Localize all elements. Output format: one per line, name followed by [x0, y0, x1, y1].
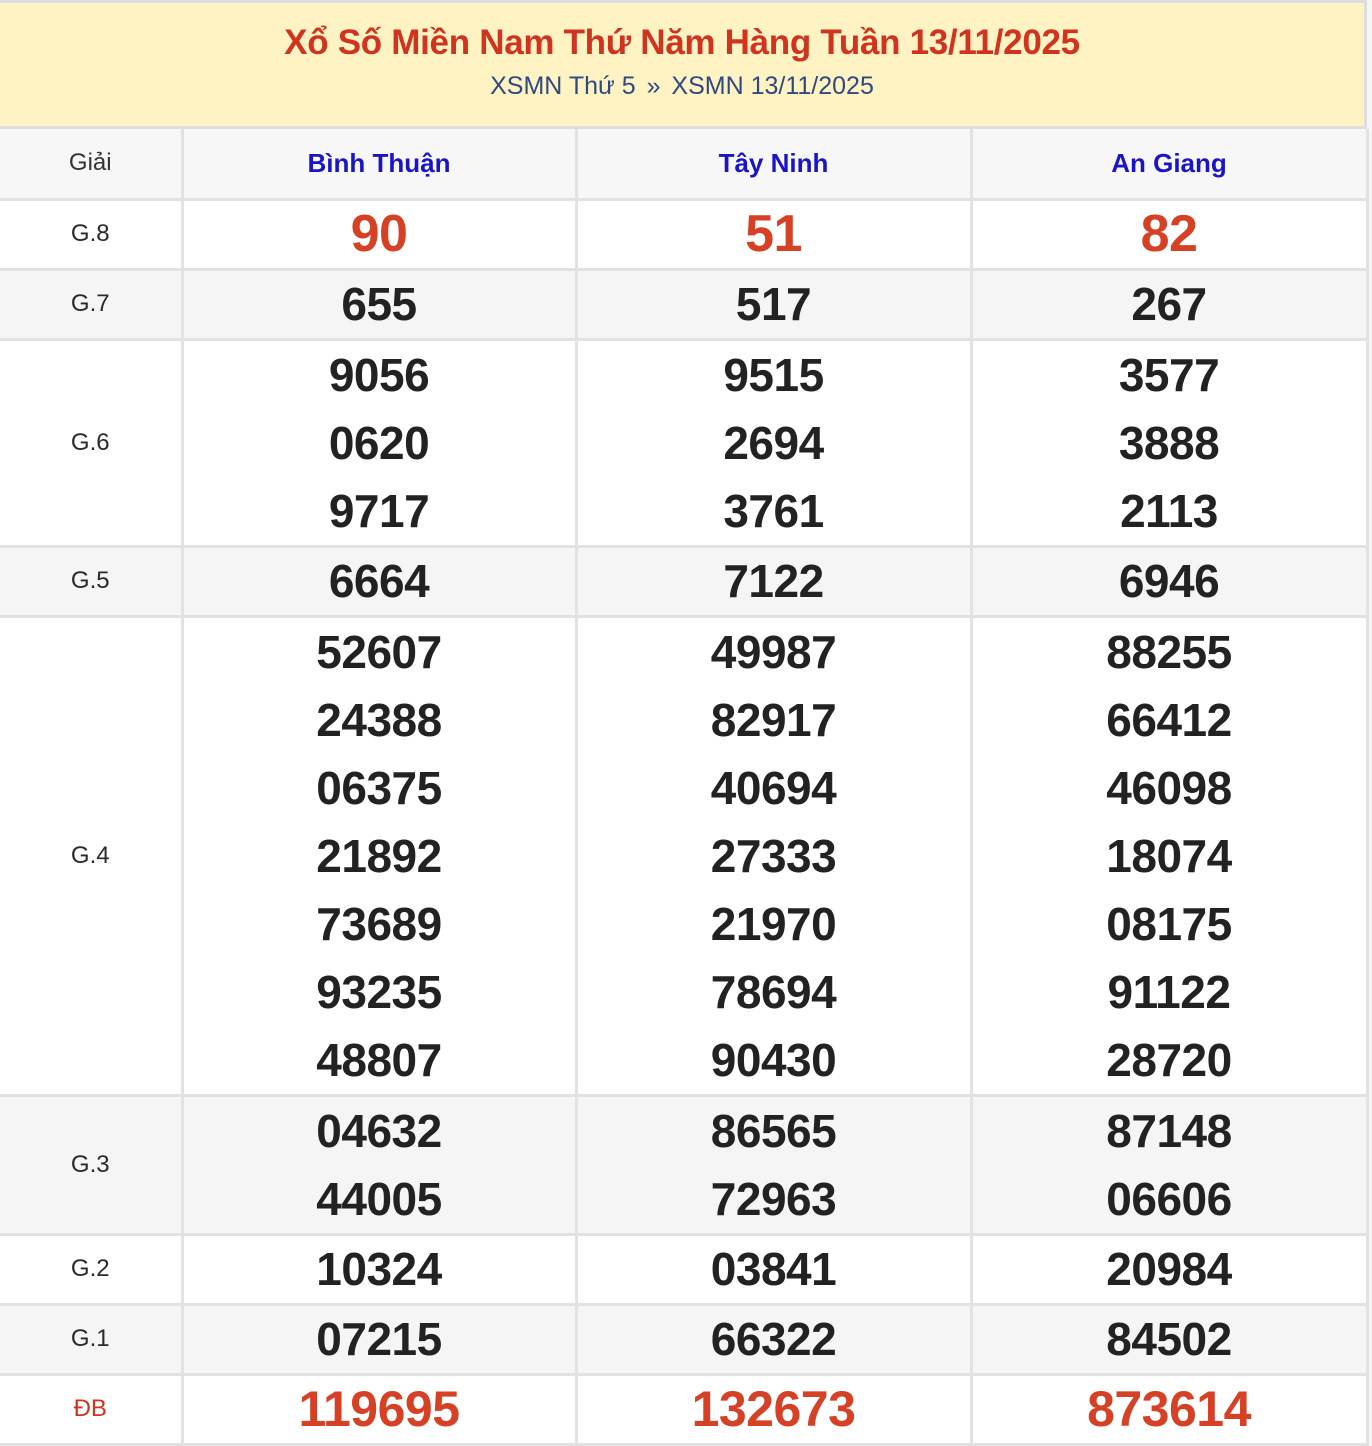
prize-number: 6664 [328, 555, 430, 607]
prize-number: 04632 [316, 1104, 442, 1157]
prize-number: 9056 [328, 348, 430, 401]
prize-label: G.1 [0, 1304, 182, 1374]
prize-label: G.8 [0, 199, 182, 269]
prize-column-header: Giải [0, 129, 182, 199]
prize-number: 27333 [710, 829, 837, 882]
prize-number: 49987 [710, 625, 837, 678]
prize-number: 2113 [1120, 484, 1218, 537]
table-row [0, 616, 1367, 1095]
prize-label: G.4 [0, 616, 182, 1095]
prize-number: 24388 [316, 693, 442, 746]
prize-number: 82 [1140, 205, 1198, 263]
prize-cell [182, 199, 576, 269]
prize-number: 7122 [723, 555, 824, 607]
prize-number: 91122 [1107, 965, 1231, 1018]
province-header-tay-ninh[interactable]: Tây Ninh [576, 129, 971, 199]
prize-label: G.7 [0, 269, 182, 339]
prize-label: G.3 [0, 1095, 182, 1234]
prize-cell [971, 339, 1367, 546]
prize-number: 51 [745, 205, 802, 263]
prize-cell [182, 1234, 576, 1304]
prize-number: 40694 [710, 761, 837, 814]
prize-number: 87148 [1106, 1104, 1232, 1157]
prize-number: 2694 [723, 416, 824, 469]
table-row [0, 199, 1367, 269]
prize-cell [576, 199, 971, 269]
prize-number: 655 [341, 278, 417, 330]
table-row [0, 269, 1367, 339]
prize-number: 78694 [710, 965, 837, 1018]
page-title: Xổ Số Miền Nam Thứ Năm Hàng Tuần 13/11/2025 [284, 23, 1080, 62]
prize-cell [971, 269, 1367, 339]
table-row [0, 339, 1367, 546]
prize-number: 21970 [710, 897, 837, 950]
prize-cell [971, 616, 1367, 1095]
table-row [0, 1095, 1367, 1234]
results-header [0, 0, 1367, 129]
province-header-an-giang[interactable]: An Giang [971, 129, 1367, 199]
prize-cell [971, 1234, 1367, 1304]
special-prize-number: 119695 [298, 1381, 460, 1437]
table-header-row [0, 129, 1367, 199]
prize-number: 90 [350, 205, 408, 263]
prize-number: 03841 [710, 1243, 837, 1295]
prize-cell [182, 339, 576, 546]
prize-cell [576, 616, 971, 1095]
prize-label: G.6 [0, 339, 182, 546]
table-row [0, 1234, 1367, 1304]
prize-cell [182, 269, 576, 339]
results-body [0, 199, 1367, 1444]
prize-number: 72963 [710, 1172, 837, 1225]
prize-number: 93235 [316, 965, 442, 1018]
province-header-binh-thuan[interactable]: Bình Thuận [182, 129, 576, 199]
prize-number: 3577 [1118, 348, 1220, 401]
prize-number: 73689 [316, 897, 442, 950]
prize-cell [971, 1095, 1367, 1234]
prize-number: 18074 [1106, 829, 1232, 882]
prize-number: 3761 [723, 484, 824, 537]
prize-cell [971, 1374, 1367, 1444]
prize-label: G.2 [0, 1234, 182, 1304]
prize-cell [182, 1095, 576, 1234]
prize-number: 07215 [316, 1313, 442, 1365]
breadcrumb-separator: » [646, 72, 661, 100]
prize-number: 66412 [1106, 693, 1232, 746]
prize-number: 48807 [316, 1033, 442, 1086]
prize-cell [576, 1304, 971, 1374]
prize-cell [576, 1095, 971, 1234]
prize-cell [576, 269, 971, 339]
table-row [0, 1374, 1367, 1444]
prize-cell [971, 199, 1367, 269]
prize-cell [182, 1374, 576, 1444]
prize-cell [576, 546, 971, 616]
prize-number: 82917 [710, 693, 837, 746]
prize-number: 84502 [1106, 1313, 1232, 1365]
prize-label: ĐB [0, 1374, 182, 1444]
prize-number: 9717 [328, 484, 430, 537]
prize-number: 3888 [1118, 416, 1220, 469]
prize-number: 52607 [316, 625, 442, 678]
prize-cell [576, 339, 971, 546]
table-row [0, 546, 1367, 616]
prize-number: 06606 [1106, 1172, 1232, 1225]
special-prize-number: 132673 [691, 1381, 856, 1437]
prize-label: G.5 [0, 546, 182, 616]
prize-cell [182, 616, 576, 1095]
prize-number: 90430 [710, 1033, 837, 1086]
prize-number: 10324 [316, 1243, 442, 1295]
prize-number: 21892 [316, 829, 442, 882]
breadcrumb-link-xsmn-thu-5[interactable]: XSMN Thứ 5 [490, 72, 636, 100]
prize-cell [576, 1234, 971, 1304]
prize-number: 0620 [328, 416, 430, 469]
prize-number: 28720 [1106, 1033, 1232, 1086]
special-prize-number: 873614 [1087, 1381, 1251, 1437]
prize-cell [182, 1304, 576, 1374]
prize-number: 267 [1131, 278, 1207, 330]
prize-number: 66322 [710, 1313, 837, 1365]
prize-number: 06375 [316, 761, 442, 814]
prize-number: 46098 [1106, 761, 1232, 814]
prize-number: 517 [735, 278, 812, 330]
prize-cell [182, 546, 576, 616]
table-row [0, 1304, 1367, 1374]
prize-cell [971, 1304, 1367, 1374]
prize-number: 9515 [723, 348, 824, 401]
prize-cell [971, 546, 1367, 616]
prize-number: 6946 [1118, 555, 1220, 607]
breadcrumb-link-xsmn-date[interactable]: XSMN 13/11/2025 [671, 72, 874, 100]
prize-number: 20984 [1106, 1243, 1232, 1295]
prize-number: 44005 [316, 1172, 442, 1225]
prize-number: 86565 [710, 1104, 837, 1157]
prize-number: 88255 [1106, 625, 1232, 678]
prize-number: 08175 [1106, 897, 1232, 950]
breadcrumb [0, 71, 1364, 101]
prize-cell [576, 1374, 971, 1444]
results-table [0, 129, 1369, 1446]
